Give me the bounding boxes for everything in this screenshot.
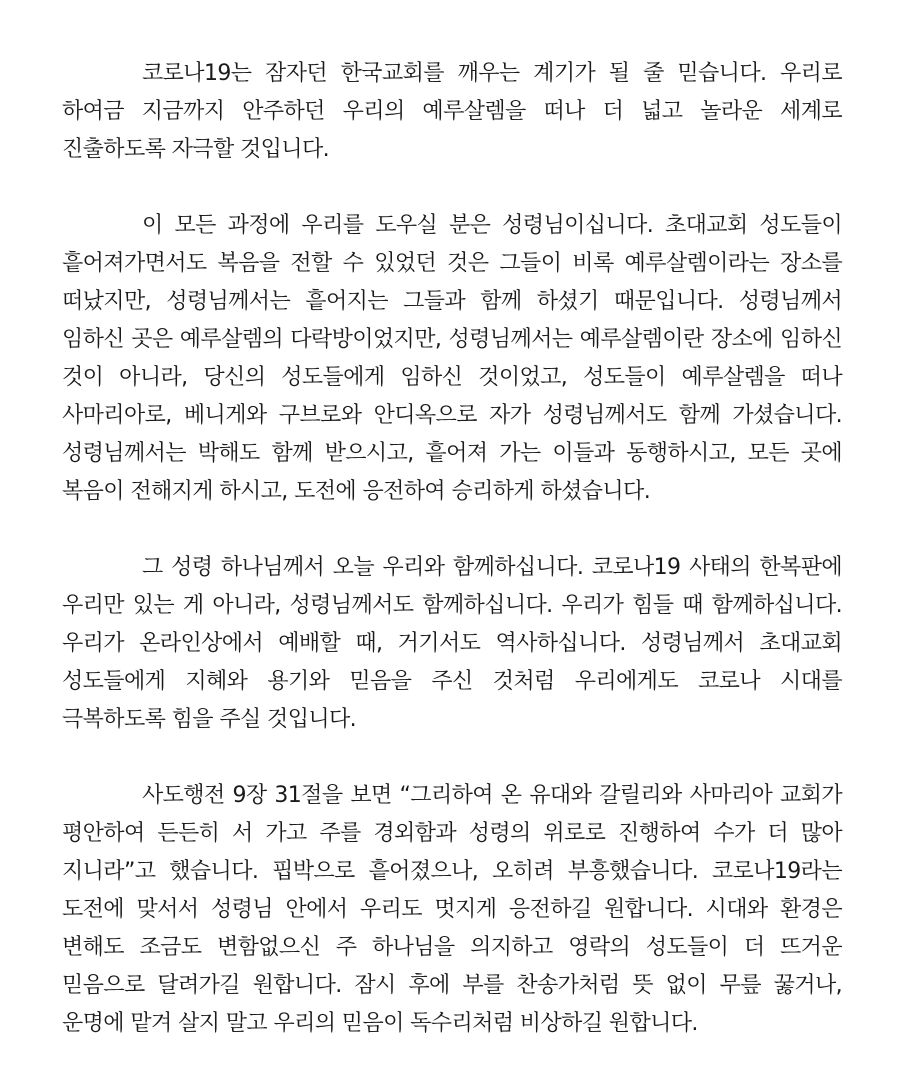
paragraph-3: 그 성령 하나님께서 오늘 우리와 함께하십니다. 코로나19 사태의 한복판에 우리만 있는 게 아니라, 성령님께서도 함께하십니다. 우리가 힘들 때 함께하십니다. 우리가 온라인상에서 예배할 때, 거기서도 역사하십니다. 성령님께서 초대교회 성도들에게 지혜와 용기와 믿음을 주신 것처럼 우리에게도 코로나 시대를 극복하도록 힘을 주실 것입니다. [62,555,842,732]
document-body [62,55,842,1043]
paragraph-1: 코로나19는 잠자던 한국교회를 깨우는 계기가 될 줄 믿습니다. 우리로 하여금 지금까지 안주하던 우리의 예루살렘을 떠나 더 넓고 놀라운 세계로 진출하도록 자극할 것입니다. [62,61,842,162]
paragraph-2: 이 모든 과정에 우리를 도우실 분은 성령님이십니다. 초대교회 성도들이 흩어져가면서도 복음을 전할 수 있었던 것은 그들이 비록 예루살렘이라는 장소를 떠났지만, 성령님께서는 흩어지는 그들과 함께 하셨기 때문입니다. 성령님께서 임하신 곳은 예루살렘의 다락방이었지만, 성령님께서는 예루살렘이란 장소에 임하신 것이 아니라, 당신의 성도들에게 임하신 것이었고, 성도들이 예루살렘을 떠나 사마리아로, 베니게와 구브로와 안디옥으로 자가 성령님께서도 함께 가셨습니다. 성령님께서는 박해도 함께 받으시고, 흩어져 가는 이들과 동행하시고, 모든 곳에 복음이 전해지게 하시고, 도전에 응전하여 승리하게 하셨습니다. [62,213,842,504]
paragraph-4: 사도행전 9장 31절을 보면 “그리하여 온 유대와 갈릴리와 사마리아 교회가 평안하여 든든히 서 가고 주를 경외함과 성령의 위로로 진행하여 수가 더 많아 지니라”고 했습니다. 핍박으로 흩어졌으나, 오히려 부흥했습니다. 코로나19라는 도전에 맞서서 성령님 안에서 우리도 멋지게 응전하길 원합니다. 시대와 환경은 변해도 조금도 변함없으신 주 하나님을 의지하고 영락의 성도들이 더 뜨거운 믿음으로 달려가길 원합니다. 잠시 후에 부를 찬송가처럼 뜻 없이 무릎 꿇거나, 운명에 맡겨 살지 말고 우리의 믿음이 독수리처럼 비상하길 원합니다. [62,783,842,1036]
